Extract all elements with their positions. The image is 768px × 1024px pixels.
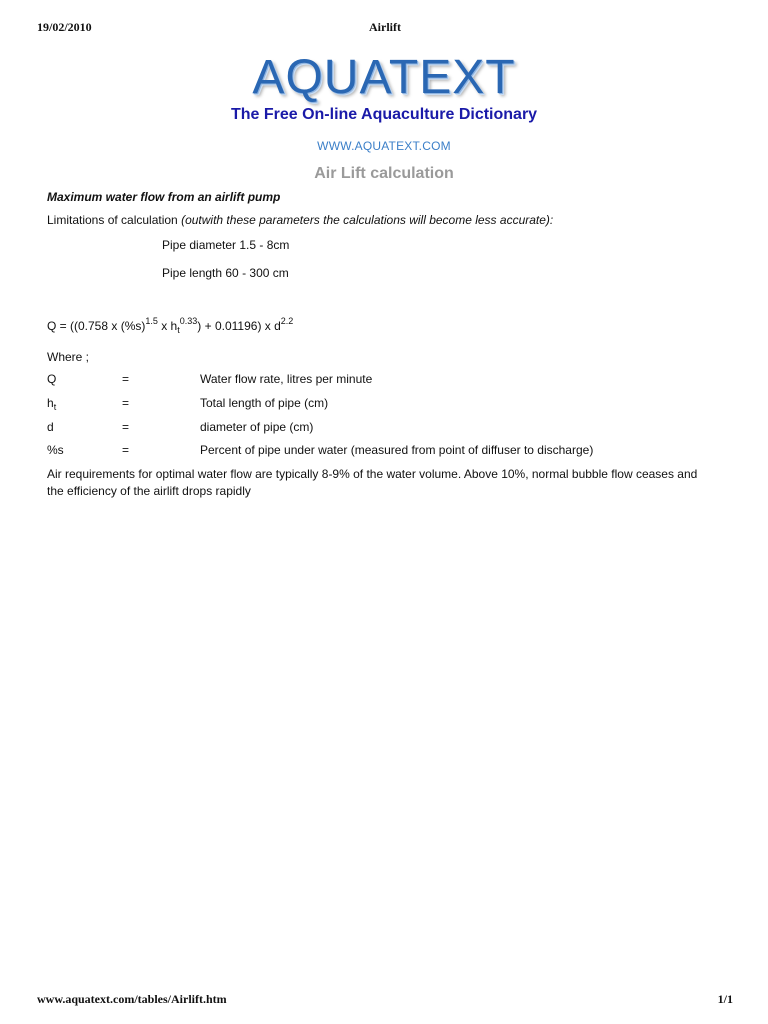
limitations-label: Limitations of calculation: [47, 213, 182, 227]
airlift-formula: Q = ((0.758 x $(\%s)^{1.5}$ x $h_t^{0.33}) + 0.01196$) x $d^{2.2}$: [47, 316, 294, 335]
definition-equals: =: [122, 372, 130, 386]
definition-equals: =: [122, 443, 130, 457]
definition-description: Water flow rate, litres per minute: [200, 372, 373, 386]
print-title: Airlift: [369, 20, 401, 34]
air-requirements-note: Air requirements for optimal water flow are typically 8-9% of the water volume. Above 10%, normal bubble flow ceases and the efficiency of the airlift drops rapidly: [47, 467, 698, 498]
definition-symbol: d: [47, 420, 54, 434]
definition-row: [47, 372, 727, 388]
print-date: 19/02/2010: [37, 20, 92, 34]
definition-description: Percent of pipe under water (measured from point of diffuser to discharge): [200, 443, 594, 457]
definition-symbol: $h_t$: [47, 396, 57, 412]
parameter-length: Pipe length 60 - 300 cm: [162, 266, 289, 280]
page-heading: Air Lift calculation: [314, 165, 454, 182]
section-subheading: Maximum water flow from an airlift pump: [47, 190, 281, 204]
where-label: Where ;: [47, 350, 90, 364]
definition-symbol: Q: [47, 372, 57, 386]
definition-row: [47, 443, 727, 459]
footer-url: www.aquatext.com/tables/Airlift.htm: [37, 992, 227, 1006]
definition-symbol: %s: [47, 443, 64, 457]
tagline: The Free On-line Aquaculture Dictionary: [230, 106, 538, 123]
definition-equals: =: [122, 396, 130, 410]
limitations-line: [47, 212, 553, 228]
limitations-note: (outwith these parameters the calculations will become less accurate):: [181, 213, 554, 227]
definition-description: Total length of pipe (cm): [200, 396, 329, 410]
definition-description: diameter of pipe (cm): [200, 420, 314, 434]
aquatext-logo[interactable]: AQUATEXT: [252, 51, 516, 104]
definition-row: [47, 420, 727, 436]
page-number: 1/1: [717, 992, 733, 1006]
site-link[interactable]: WWW.AQUATEXT.COM: [317, 139, 451, 153]
definition-equals: =: [122, 420, 130, 434]
parameter-diameter: Pipe diameter 1.5 - 8cm: [162, 238, 290, 252]
definition-row: [47, 396, 727, 412]
